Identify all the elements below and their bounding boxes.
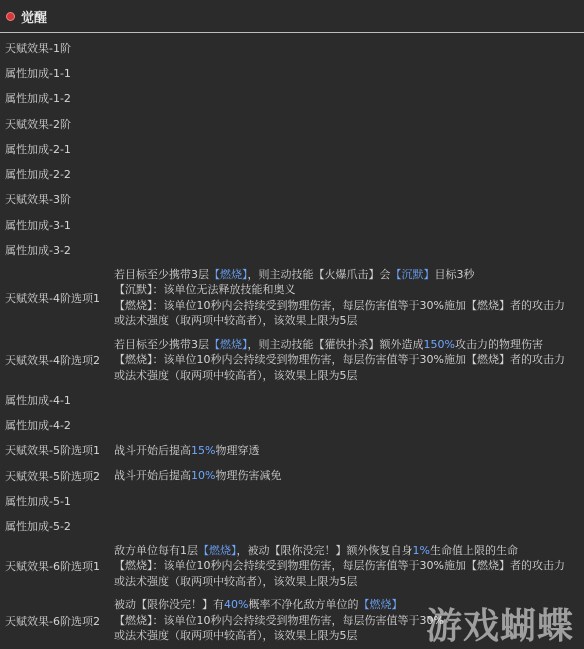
description-line	[114, 558, 576, 574]
description-line	[114, 282, 576, 298]
table-row	[0, 463, 584, 488]
red-dot-icon	[6, 12, 15, 21]
row-description	[114, 443, 584, 459]
row-label: 属性加成-5-1	[5, 495, 71, 508]
section-title: 觉醒	[21, 10, 48, 26]
text-segment: 【燃烧】：该单位10秒内会持续受到物理伤害，每层伤害值等于30%施加【燃烧】者的攻击力	[114, 353, 565, 367]
section-header	[0, 0, 584, 33]
row-description	[114, 267, 584, 329]
talent-table	[0, 33, 584, 648]
watermark: 游戏蝴蝶	[425, 606, 574, 647]
table-row	[0, 111, 584, 136]
text-segment: 概率不净化敌方单位的	[248, 598, 359, 612]
text-segment: 被动【限你没完！】有	[114, 598, 224, 612]
text-segment: 【燃烧】：该单位10秒内会持续受到物理伤害，每层伤害值等于30%施加【燃烧】者的攻击力	[114, 559, 565, 573]
row-label: 天赋效果-5阶选项2	[5, 469, 100, 483]
text-segment: 【燃烧】：该单位10秒内会持续受到物理伤害，每层伤害值等于30%	[114, 613, 444, 627]
highlight-text: 15%	[191, 443, 216, 457]
text-segment: 战斗开始后提高	[114, 468, 191, 482]
row-label: 属性加成-5-2	[5, 520, 71, 534]
table-row	[0, 539, 584, 594]
text-segment: ，则主动技能【火爆爪击】会	[247, 267, 391, 281]
row-label: 天赋效果-4阶选项1	[5, 291, 100, 305]
row-label: 属性加成-2-1	[5, 142, 71, 156]
text-segment: 或法术强度（取两项中较高者），该效果上限为5层	[114, 574, 358, 588]
table-row	[0, 212, 584, 237]
text-segment: 【沉默】：该单位无法释放技能和奥义	[114, 283, 296, 297]
text-segment: 目标3秒	[434, 267, 475, 281]
row-label: 属性加成-4-1	[5, 393, 71, 407]
highlight-text: 150%	[423, 337, 455, 351]
description-line	[114, 298, 576, 314]
row-label: 天赋效果-4阶选项2	[5, 353, 100, 367]
table-row	[0, 60, 584, 85]
row-label: 天赋效果-2阶	[5, 117, 71, 131]
highlight-text: 【燃烧】	[358, 598, 403, 612]
text-segment: ，被动【限你没完！】额外恢复自身	[236, 543, 413, 557]
table-row	[0, 333, 584, 388]
table-row	[0, 86, 584, 111]
text-segment: 攻击力的物理伤害	[454, 337, 543, 351]
description-line	[114, 543, 576, 559]
table-row	[0, 412, 584, 437]
description-line	[114, 443, 576, 459]
table-row	[0, 488, 584, 513]
highlight-text: 【燃烧】	[209, 267, 248, 281]
row-label: 属性加成-4-2	[5, 419, 71, 433]
text-segment: 战斗开始后提高	[114, 443, 191, 457]
text-segment: 【燃烧】：该单位10秒内会持续受到物理伤害，每层伤害值等于30%施加【燃烧】者的攻击力	[114, 298, 565, 312]
table-row	[0, 161, 584, 186]
table-row	[0, 237, 584, 262]
description-line	[114, 574, 576, 590]
text-segment: 或法术强度（取两项中较高者），该效果上限为5层	[114, 368, 358, 382]
description-line	[114, 352, 576, 368]
text-segment: ，则主动技能【獾快扑杀】额外造成	[247, 337, 424, 351]
row-label: 天赋效果-3阶	[5, 193, 71, 207]
text-segment: 若目标至少携带3层	[114, 337, 209, 351]
table-row	[0, 35, 584, 60]
highlight-text: 【燃烧】	[198, 543, 237, 557]
table-row	[0, 187, 584, 212]
row-label: 天赋效果-1阶	[5, 41, 71, 55]
row-label: 天赋效果-6阶选项1	[5, 560, 100, 574]
text-segment: 或法术强度（取两项中较高者），该效果上限为5层	[114, 629, 358, 643]
row-label: 属性加成-1-2	[5, 92, 71, 106]
description-line	[114, 368, 576, 384]
table-row	[0, 136, 584, 161]
description-line	[114, 267, 576, 283]
table-row	[0, 387, 584, 412]
text-segment: 敌方单位每有1层	[114, 543, 198, 557]
text-segment: 物理伤害减免	[215, 468, 282, 482]
row-description	[114, 337, 584, 384]
table-row	[0, 263, 584, 333]
text-segment: 或法术强度（取两项中较高者），该效果上限为5层	[114, 314, 358, 328]
description-line	[114, 337, 576, 353]
row-description	[114, 468, 584, 484]
row-description	[114, 543, 584, 590]
row-label: 属性加成-3-1	[5, 218, 71, 232]
highlight-text: 【燃烧】	[209, 337, 248, 351]
text-segment: 生命值上限的生命	[429, 543, 518, 557]
highlight-text: 10%	[191, 468, 216, 482]
highlight-text: 1%	[412, 543, 430, 557]
row-label: 属性加成-1-1	[5, 66, 71, 80]
row-label: 属性加成-2-2	[5, 168, 71, 182]
row-label: 天赋效果-6阶选项2	[5, 614, 100, 628]
description-line	[114, 468, 576, 484]
text-segment: 若目标至少携带3层	[114, 267, 209, 281]
table-row	[0, 438, 584, 463]
description-line	[114, 313, 576, 329]
text-segment: 物理穿透	[215, 443, 260, 457]
highlight-text: 40%	[224, 598, 249, 612]
highlight-text: 【沉默】	[390, 267, 435, 281]
table-row	[0, 514, 584, 539]
row-label: 属性加成-3-2	[5, 244, 71, 258]
row-label: 天赋效果-5阶选项1	[5, 444, 100, 458]
